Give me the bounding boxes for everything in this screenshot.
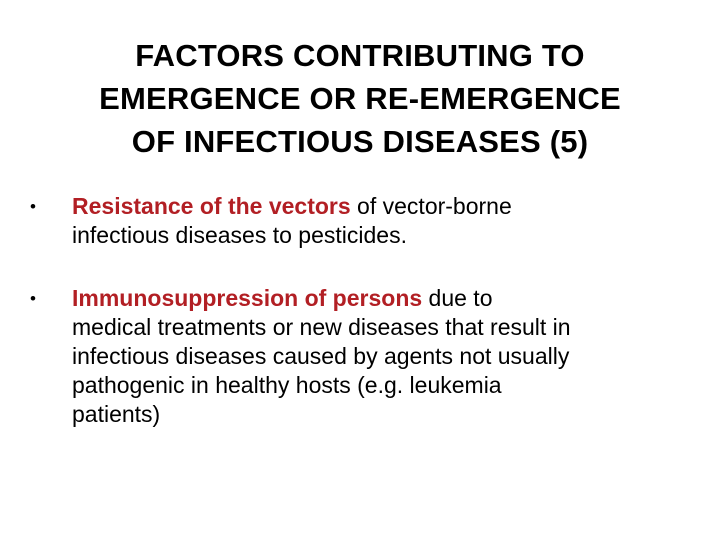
bullet-dot-icon: • — [30, 289, 36, 308]
bullet-emphasis: Resistance of the vectors — [72, 193, 351, 219]
bullet-emphasis: Immunosuppression of persons — [72, 285, 423, 311]
slide-title — [20, 34, 700, 163]
bullet-text-line: patients) — [72, 401, 161, 427]
bullet-text-line: infectious diseases to pesticides. — [72, 222, 407, 248]
bullet-item-immunosuppression — [30, 284, 690, 429]
bullet-dot-icon: • — [30, 197, 36, 216]
title-line: EMERGENCE OR RE-EMERGENCE — [99, 81, 621, 116]
bullet-first-line — [72, 192, 690, 221]
bullet-first-line — [72, 284, 690, 313]
bullet-item-vector-resistance — [30, 192, 690, 250]
title-line: FACTORS CONTRIBUTING TO — [135, 38, 585, 73]
bullet-text: due to — [422, 285, 493, 311]
title-line: OF INFECTIOUS DISEASES (5) — [131, 124, 589, 159]
bullet-text-line: infectious diseases caused by agents not usually — [72, 343, 570, 369]
bullet-text: of vector-borne — [350, 193, 512, 219]
bullet-text-line: medical treatments or new diseases that result in — [72, 314, 571, 340]
bullet-list — [30, 192, 690, 463]
bullet-text-line: pathogenic in healthy hosts (e.g. leukemia — [72, 372, 502, 398]
